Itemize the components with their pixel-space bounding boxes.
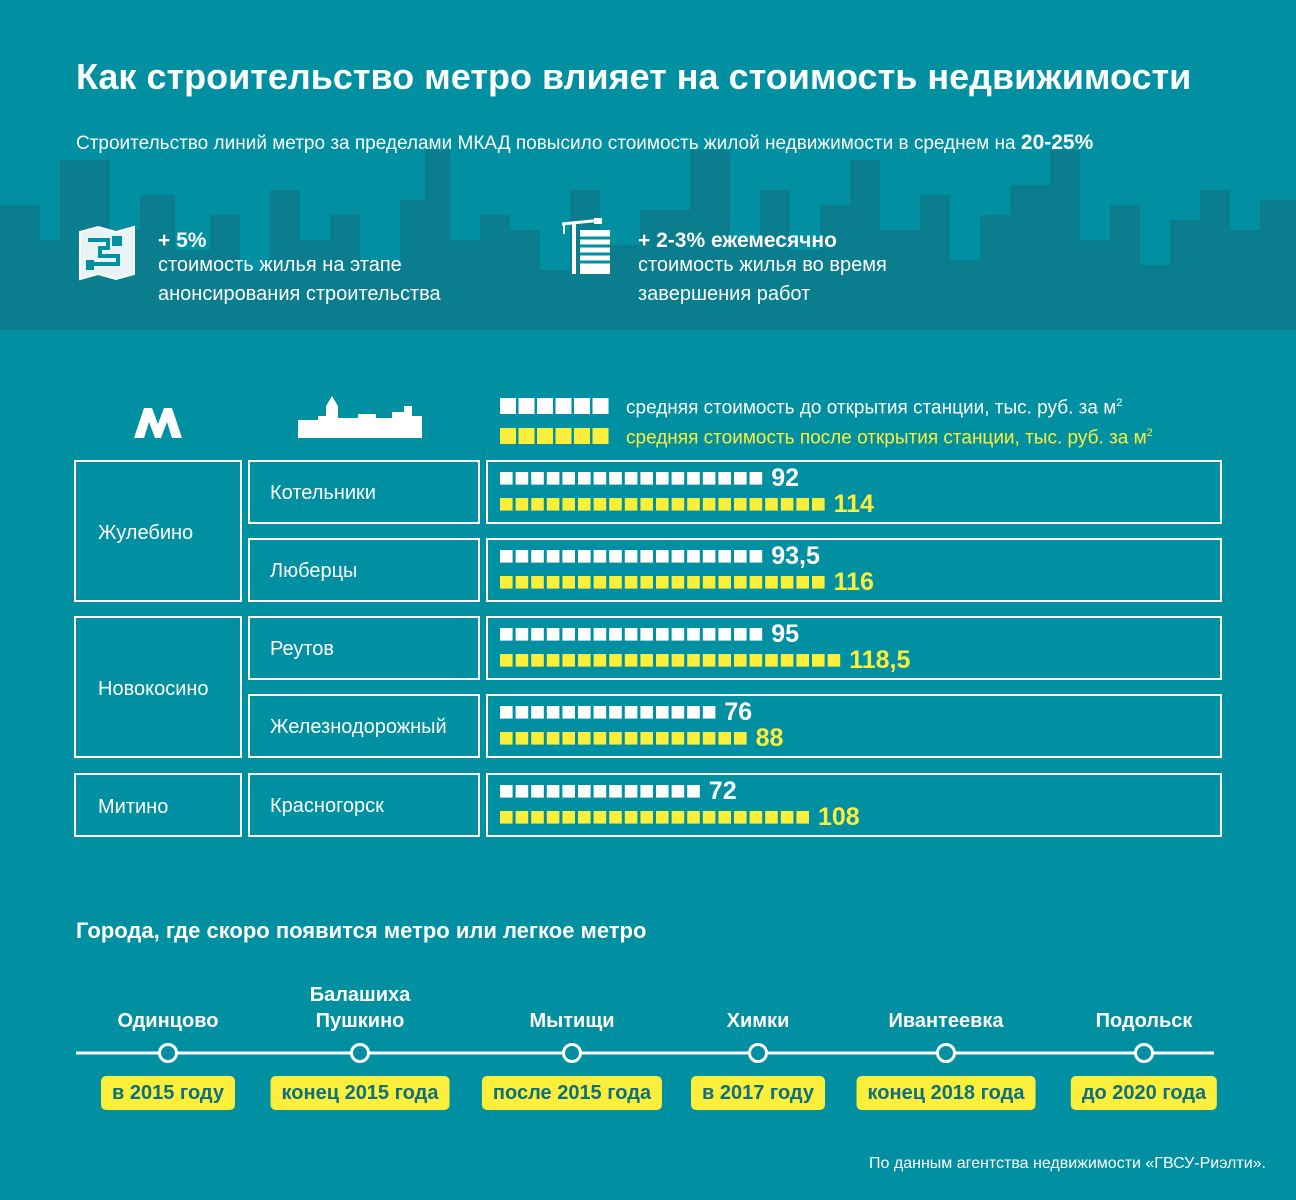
stat-desc-line: завершения работ (638, 283, 811, 305)
timeline-city: Химки (726, 1010, 790, 1032)
page-title: Как строительство метро влияет на стоимость недвижимости (76, 56, 1192, 97)
map-icon (78, 224, 138, 284)
bar-box (486, 460, 1222, 524)
timeline-date-tag: после 2015 года (482, 1076, 662, 1110)
timeline-title: Города, где скоро появится метро или легкое метро (76, 918, 647, 943)
city-box (248, 694, 480, 758)
station-box (74, 773, 242, 837)
bar-box (486, 616, 1222, 680)
legend-unit-sup: 2 (1116, 397, 1123, 409)
timeline-marker (350, 1043, 370, 1063)
stat-desc-line: анонсирования строительства (158, 283, 441, 305)
bar-box (486, 538, 1222, 602)
city-name: Железнодорожный (270, 716, 447, 738)
timeline-marker (562, 1043, 582, 1063)
timeline-marker (1134, 1043, 1154, 1063)
subtitle-text: Строительство линий метро за пределами МКАД повысило стоимость жилой недвижимости в среднем на (76, 133, 1016, 154)
construction-crane-icon (558, 216, 618, 276)
timeline-city: Балашиха Пушкино (309, 984, 411, 1032)
timeline-city: Ивантеевка (888, 1010, 1004, 1032)
timeline-city: Одинцово (117, 1010, 219, 1032)
city-box (248, 616, 480, 680)
city-skyline-icon (296, 394, 424, 438)
station-name: Новокосино (98, 678, 209, 700)
station-name: Жулебино (98, 522, 194, 544)
stat-value-completion: + 2-3% ежемесячно (638, 229, 837, 252)
legend-unit-sup: 2 (1146, 427, 1153, 439)
city-box (248, 773, 480, 837)
timeline-marker (748, 1043, 768, 1063)
timeline-marker (158, 1043, 178, 1063)
timeline-date-tag: конец 2018 года (857, 1076, 1036, 1110)
stat-desc-line: стоимость жилья во время (638, 254, 887, 276)
timeline-date-tag: до 2020 года (1071, 1076, 1217, 1110)
timeline-city: Подольск (1095, 1010, 1193, 1032)
timeline-date-tag: конец 2015 года (271, 1076, 450, 1110)
bar-box (486, 694, 1222, 758)
city-box (248, 460, 480, 524)
timeline-marker (936, 1043, 956, 1063)
timeline-date-tag: в 2017 году (691, 1076, 825, 1110)
bar-after-label: 88 (755, 724, 784, 752)
station-box (74, 616, 242, 758)
station-name: Митино (98, 796, 169, 818)
bar-box (486, 773, 1222, 837)
station-box (74, 460, 242, 602)
stat-desc-announce (158, 251, 441, 309)
subtitle-highlight: 20-25% (1020, 131, 1094, 154)
stat-value-announce: + 5% (158, 229, 207, 252)
legend-before-label (626, 397, 1122, 419)
legend-before-text: средняя стоимость до открытия станции, тыс. руб. за м (626, 397, 1117, 419)
city-name: Котельники (270, 482, 376, 504)
bar-after-label: 108 (818, 803, 860, 831)
legend-after-text: средняя стоимость после открытия станции, тыс. руб. за м (626, 427, 1147, 449)
legend-after-label (626, 427, 1153, 449)
bar-before-label: 93,5 (771, 542, 820, 570)
bar-after-label: 118,5 (849, 646, 911, 674)
bar-after-label: 116 (833, 568, 874, 596)
page-subtitle (76, 131, 1093, 155)
city-name: Красногорск (270, 795, 384, 817)
bar-before-label: 92 (771, 464, 800, 492)
timeline-date-tag: в 2015 году (101, 1076, 235, 1110)
bar-after-label: 114 (833, 490, 874, 518)
city-box (248, 538, 480, 602)
bar-before-label: 95 (771, 620, 800, 648)
bar-before-label: 76 (724, 698, 753, 726)
stat-desc-completion (638, 251, 887, 309)
city-name: Реутов (270, 638, 335, 660)
stat-desc-line: стоимость жилья на этапе (158, 254, 402, 276)
bar-before-label: 72 (708, 777, 737, 805)
timeline-city: Мытищи (529, 1010, 615, 1032)
city-name: Люберцы (270, 560, 358, 582)
metro-logo-icon (132, 404, 184, 440)
source-note: По данным агентства недвижимости «ГВСУ-Риэлти». (869, 1155, 1266, 1172)
